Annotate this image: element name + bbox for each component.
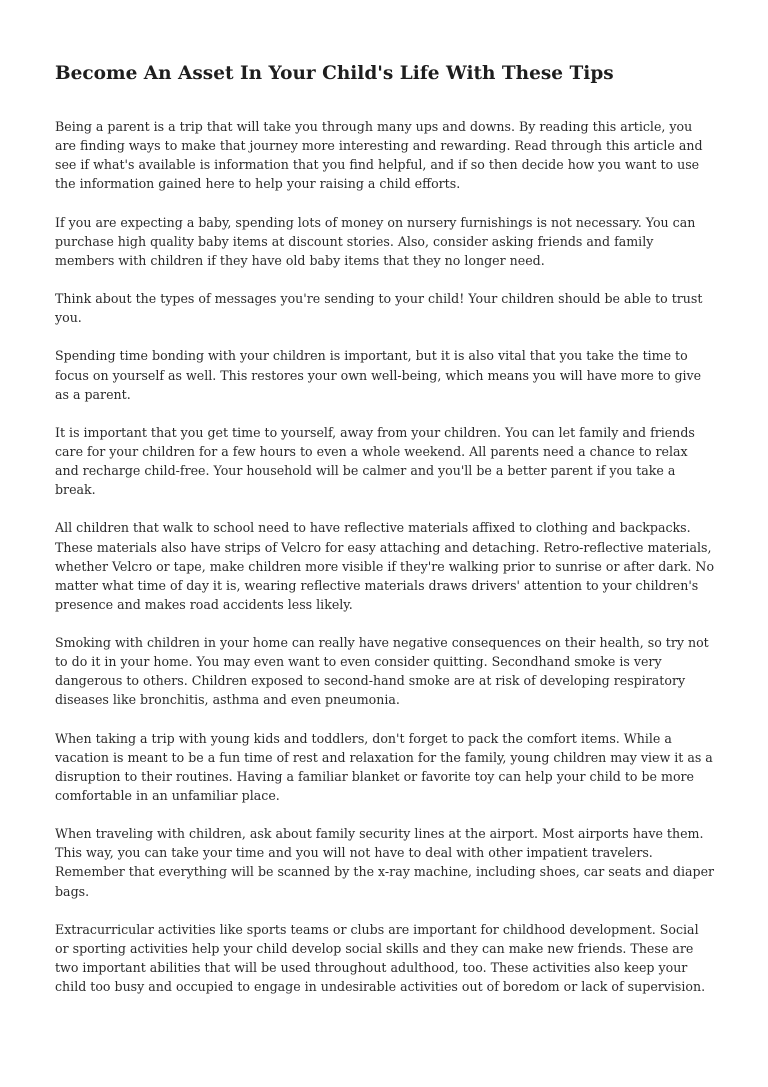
paragraph-smoking: Smoking with children in your home can really have negative consequences on their health, so try not to do it in your home. You may even want to even consider quitting. Secondhand smoke is very dangerous to others. Children exposed to second-hand smoke are at risk of developing respiratory diseases like bronchitis, asthma and even pneumonia. xyxy=(55,635,709,708)
paragraph-intro: Being a parent is a trip that will take you through many ups and downs. By reading this article, you are finding ways to make that journey more interesting and rewarding. Read through this article and see if what's available is information that you find helpful, and if so then decide how you want to use the information gained here to help your raising a child efforts. xyxy=(55,119,703,192)
paragraph-time-alone: It is important that you get time to yourself, away from your children. You can let family and friends care for your children for a few hours to even a whole weekend. All parents need a chance to relax and recharge child-free. Your household will be calmer and you'll be a better parent if you take a break. xyxy=(55,424,695,498)
paragraph-reflective: All children that walk to school need to have reflective materials affixed to clothing and backpacks. These materials also have strips of Velcro for easy attaching and detaching. Retro-reflective materials, whether Velcro or tape, make children more visible if they're walking prior to sunrise or after dark. No matter what time of day it is, wearing reflective materials draws drivers' attention to your children's presence and makes road accidents less likely. xyxy=(55,520,715,612)
paragraph-airport: When traveling with children, ask about family security lines at the airport. Most airports have them. This way, you can take your time and you will not have to deal with other impatient travelers. Remember that everything will be scanned by the x-ray machine, including shoes, car seats and diaper bags. xyxy=(55,826,715,899)
paragraph-messages: Think about the types of messages you're sending to your child! Your children should be able to trust you. xyxy=(55,291,703,326)
paragraph-bonding: Spending time bonding with your children is important, but it is also vital that you take the time to focus on yourself as well. This restores your own well-being, which means you will have more to give as a parent. xyxy=(55,348,702,402)
article-title: Become An Asset In Your Child's Life With These Tips xyxy=(55,63,614,84)
paragraph-nursery: If you are expecting a baby, spending lots of money on nursery furnishings is not necessary. You can purchase high quality baby items at discount stories. Also, consider asking friends and family members with children if they have old baby items that they no longer need. xyxy=(55,214,696,268)
paragraph-trip: When taking a trip with young kids and toddlers, don't forget to pack the comfort items. While a vacation is meant to be a fun time of rest and relaxation for the family, young children may view it as a disruption to their routines. Having a familiar blanket or favorite toy can help your child to be more comfortable in an unfamiliar place. xyxy=(55,730,713,803)
document-page xyxy=(55,58,715,1015)
paragraph-extracurricular: Extracurricular activities like sports teams or clubs are important for childhood development. Social or sporting activities help your child develop social skills and they can make new friends. These are two important abilities that will be used throughout adulthood, too. These activities also keep your child too busy and occupied to engage in undesirable activities out of boredom or lack of supervision. xyxy=(55,921,706,995)
